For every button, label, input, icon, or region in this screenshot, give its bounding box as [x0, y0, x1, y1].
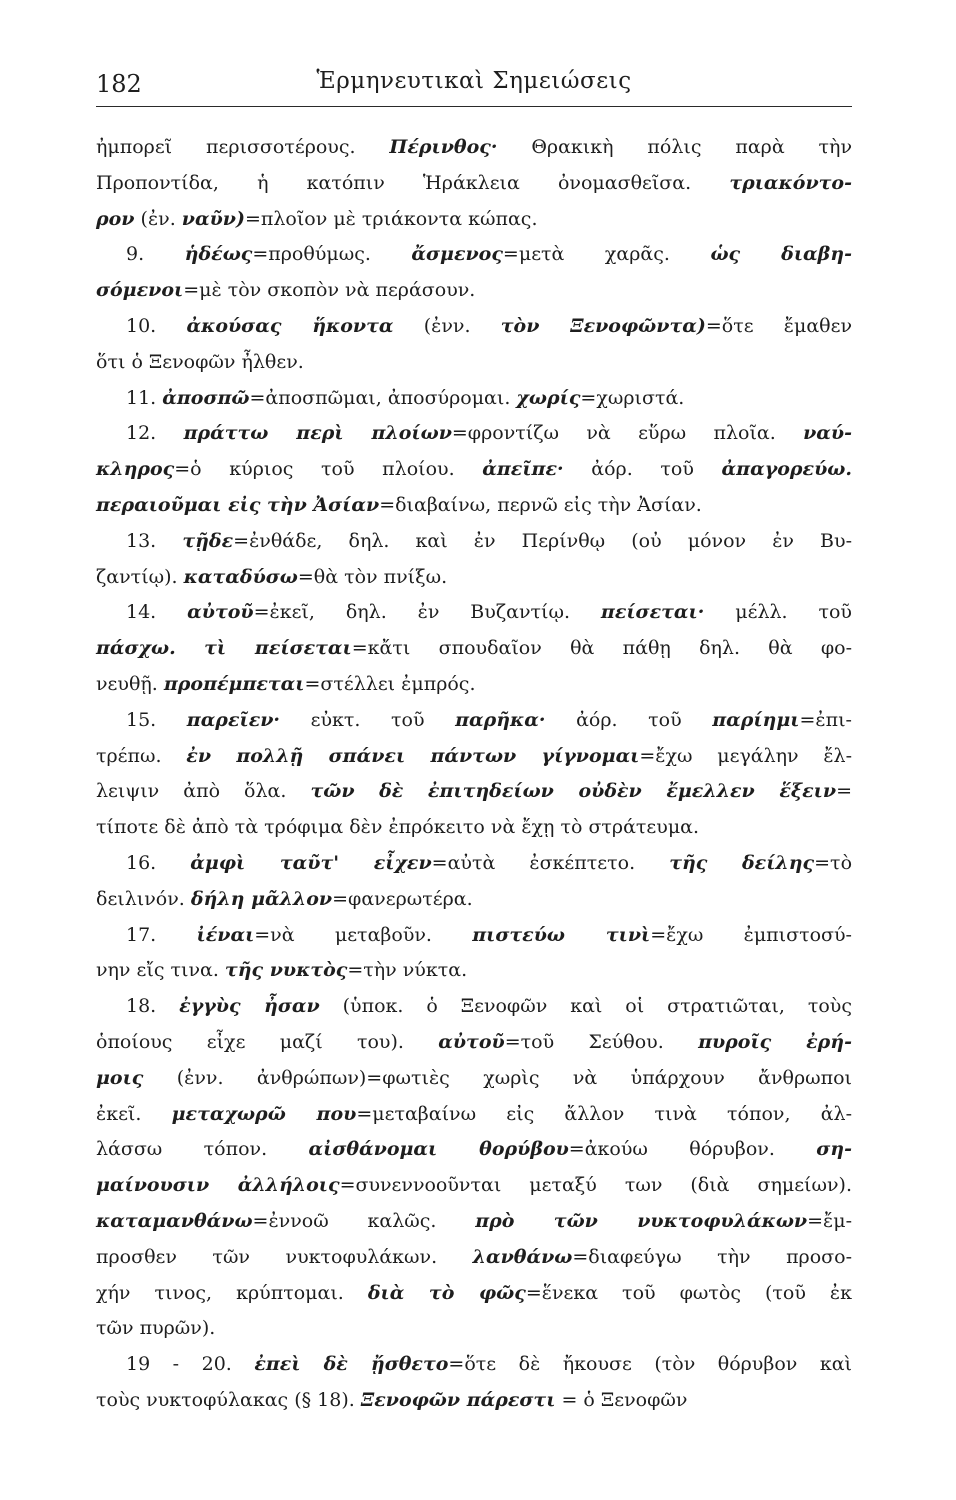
gloss-text: =ὅτε δὲ ἤκουσε (τὸν θόρυβον καὶ — [448, 1353, 852, 1376]
gloss-text: =ὁ κύριος τοῦ πλοίου. — [174, 458, 483, 481]
headword: μοις — [96, 1066, 144, 1089]
gloss-text: 14. — [126, 601, 188, 624]
text-line — [96, 237, 852, 273]
gloss-text: =τοῦ Σεύθου. — [504, 1030, 699, 1053]
text-line — [96, 130, 852, 166]
headword: μαίνουσιν ἀλλήλοις — [96, 1174, 340, 1197]
gloss-text: χήν τινος, κρύπτομαι. — [96, 1281, 368, 1304]
text-line — [96, 1383, 852, 1419]
headword: ναῦν) — [181, 207, 245, 230]
gloss-text: =ἔμ- — [807, 1209, 852, 1232]
gloss-text: =πλοῖον μὲ τριάκοντα κώπας. — [244, 207, 538, 230]
headword: τριακόντο- — [729, 171, 852, 194]
gloss-text: τοὺς νυκτοφύλακας (§ 18). — [96, 1388, 361, 1411]
gloss-text: 12. — [126, 422, 184, 445]
headword: πρὸ τῶν νυκτοφυλάκων — [475, 1209, 808, 1232]
gloss-text: =ὅτε ἔμαθεν — [705, 314, 853, 337]
headword: ἀπαγορεύω. — [721, 458, 852, 481]
headword: παρῆκα· — [455, 708, 546, 731]
headword: αἰσθάνομαι θορύβου — [308, 1138, 569, 1161]
gloss-text: 18. — [126, 995, 180, 1018]
gloss-text: ὅτι ὁ Ξενοφῶν ἦλθεν. — [96, 350, 304, 373]
gloss-text: =διαφεύγω τὴν προσο- — [572, 1245, 852, 1268]
text-line — [96, 560, 852, 596]
headword: ἀκούσας ἥκοντα — [186, 314, 394, 337]
gloss-text: 11. — [126, 386, 163, 409]
text-line — [96, 882, 852, 918]
gloss-text: =μεταβαίνω εἰς ἄλλον τινὰ τόπον, ἀλ- — [356, 1102, 852, 1125]
headword: πυροῖς ἐρή- — [698, 1030, 853, 1053]
commentary-text — [96, 130, 852, 1419]
gloss-text: μέλλ. τοῦ — [704, 601, 852, 624]
running-header — [96, 62, 852, 107]
text-line — [96, 918, 852, 954]
gloss-text: (ἐν. — [134, 207, 182, 230]
text-line — [96, 1347, 852, 1383]
headword: ἐγγὺς ἦσαν — [179, 995, 320, 1018]
text-line — [96, 202, 852, 238]
text-line — [96, 1097, 852, 1133]
text-line — [96, 381, 852, 417]
headword: ἀμφὶ ταῦτ' εἶχεν — [190, 851, 432, 874]
text-line — [96, 1276, 852, 1312]
headword: τῶν δὲ ἐπιτηδείων οὐδὲν ἔμελλεν ἕξειν — [310, 780, 837, 803]
headword: ἄσμενος — [411, 243, 503, 266]
text-line — [96, 273, 852, 309]
headword: ἐν πολλῇ σπάνει πάντων γίγνομαι — [186, 744, 640, 767]
gloss-text: 13. — [126, 529, 183, 552]
gloss-text: =θὰ τὸν πνίξω. — [297, 565, 448, 588]
gloss-text: =αὐτὰ ἐσκέπτετο. — [431, 851, 670, 874]
headword: περαιοῦμαι εἰς τὴν Ἀσίαν — [96, 493, 380, 516]
gloss-text: ἐκεῖ. — [96, 1102, 172, 1125]
text-line — [96, 953, 852, 989]
gloss-text: 16. — [126, 851, 191, 874]
headword: τὸν Ξενοφῶντα) — [500, 314, 706, 337]
gloss-text: 9. — [126, 243, 185, 266]
gloss-text: (ὑποκ. ὁ Ξενοφῶν καὶ οἱ στρατιῶται, τοὺς — [319, 995, 852, 1018]
headword: πάσχω. — [96, 637, 176, 660]
gloss-text: =συνεννοοῦνται μεταξύ των (διὰ σημείων). — [339, 1174, 852, 1197]
text-line — [96, 416, 852, 452]
headword: πείσεται· — [600, 601, 705, 624]
gloss-text: =μετὰ χαρᾶς. — [502, 243, 711, 266]
text-line — [96, 1311, 852, 1347]
text-line — [96, 1132, 852, 1168]
text-line — [96, 631, 852, 667]
headword: τὶ πείσεται — [204, 637, 352, 660]
headword: Πέρινθος· — [389, 136, 498, 158]
gloss-text: =ἐνθάδε, δηλ. καὶ ἐν Περίνθῳ (οὐ μόνον ἐν Βυ- — [233, 529, 852, 552]
text-line — [96, 1168, 852, 1204]
text-line — [96, 703, 852, 739]
gloss-text: τρέπω. — [96, 744, 187, 767]
headword: ἐπεὶ δὲ ᾔσθετο — [254, 1353, 449, 1376]
gloss-text: λειψιν ἀπὸ ὅλα. — [96, 780, 311, 803]
gloss-text: εὐκτ. τοῦ — [280, 708, 456, 731]
text-line — [96, 1061, 852, 1097]
text-line — [96, 846, 852, 882]
headword: μεταχωρῶ που — [171, 1102, 357, 1125]
gloss-text: 15. — [126, 708, 187, 731]
gloss-text: =ἐπι- — [799, 708, 852, 731]
gloss-text: =προθύμως. — [252, 243, 412, 266]
gloss-text — [176, 637, 204, 659]
headword: ἀπεῖπε· — [482, 458, 564, 481]
text-line — [96, 1240, 852, 1276]
gloss-text: =μὲ τὸν σκοπὸν νὰ περάσουν. — [183, 279, 476, 302]
headword: διὰ τὸ φῶς — [367, 1281, 526, 1304]
gloss-text: =ἔχω ἐμπιστοσύ- — [650, 923, 852, 946]
headword: αὐτοῦ — [187, 601, 254, 624]
gloss-text: =νὰ μεταβοῦν. — [254, 923, 473, 946]
gloss-text: ἀόρ. τοῦ — [545, 708, 713, 731]
gloss-text: ἠμπορεῖ περισσοτέρους. — [96, 136, 390, 158]
gloss-text: =κἄτι σπουδαῖον θὰ πάθῃ δηλ. θὰ φο- — [351, 637, 853, 660]
text-line — [96, 667, 852, 703]
headword: παρίημι — [712, 708, 800, 731]
gloss-text: =ἐννοῶ καλῶς. — [252, 1209, 476, 1232]
headword: τῇδε — [182, 529, 234, 552]
gloss-text: =ἔχω μεγάλην ἔλ- — [639, 744, 852, 767]
gloss-text: =φροντίζω νὰ εὕρω πλοῖα. — [451, 422, 804, 445]
gloss-text: =ἐκεῖ, δηλ. ἐν Βυζαντίῳ. — [253, 601, 601, 624]
gloss-text: =στέλλει ἐμπρός. — [304, 672, 476, 695]
headword: καταδύσω — [183, 565, 298, 588]
gloss-text: 19 - 20. — [126, 1353, 255, 1376]
text-line — [96, 1025, 852, 1061]
headword: χωρίς — [516, 386, 581, 409]
text-line — [96, 989, 852, 1025]
headword: αὐτοῦ — [438, 1030, 505, 1053]
text-line — [96, 739, 852, 775]
gloss-text: 17. — [126, 923, 197, 946]
gloss-text: τίποτε δὲ ἀπὸ τὰ τρόφιμα δὲν ἐπρόκειτο νὰ ἔχῃ τὸ στράτευμα. — [96, 816, 700, 839]
headword: ὡς διαβη- — [710, 243, 852, 266]
gloss-text: νευθῇ. — [96, 672, 164, 695]
gloss-text: =διαβαίνω, περνῶ εἰς τὴν Ἀσίαν. — [379, 493, 702, 516]
gloss-text: (ἐνν. — [393, 314, 501, 337]
text-line — [96, 810, 852, 846]
running-title: Ἑρμηνευτικαὶ Σημειώσεις — [316, 68, 632, 94]
headword: κληρος — [96, 458, 175, 481]
gloss-text: Θρακικὴ πόλις παρὰ τὴν — [497, 136, 852, 158]
text-line — [96, 774, 852, 810]
headword: Ξενοφῶν πάρεστι — [360, 1388, 556, 1411]
gloss-text: =τὸ — [814, 851, 853, 874]
gloss-text: Προποντίδα, ἡ κατόπιν Ἡράκλεια ὀνομασθεῖσα. — [96, 171, 730, 194]
gloss-text: ἀόρ. τοῦ — [563, 458, 722, 481]
text-line — [96, 452, 852, 488]
gloss-text: ὁποίους εἶχε μαζί του). — [96, 1030, 439, 1053]
text-line — [96, 166, 852, 202]
gloss-text: =τὴν νύκτα. — [347, 959, 468, 982]
gloss-text: =ἀκούω θόρυβον. — [568, 1138, 817, 1161]
gloss-text: =ἀποσπῶμαι, ἀποσύρομαι. — [249, 386, 517, 409]
headword: ση- — [816, 1138, 852, 1161]
headword: πιστεύω τινὶ — [472, 923, 651, 946]
headword: πράττω περὶ πλοίων — [183, 422, 452, 445]
gloss-text: = — [836, 780, 852, 803]
gloss-text: =φανερωτέρα. — [332, 887, 473, 910]
headword: προπέμπεται — [163, 672, 305, 695]
text-line — [96, 488, 852, 524]
headword: καταμανθάνω — [96, 1209, 253, 1232]
headword: ναύ- — [803, 422, 852, 445]
text-line — [96, 595, 852, 631]
headword: σόμενοι — [96, 279, 184, 302]
gloss-text: τῶν πυρῶν). — [96, 1317, 216, 1340]
gloss-text: νην εἴς τινα. — [96, 959, 225, 982]
text-line — [96, 345, 852, 381]
gloss-text: =ἕνεκα τοῦ φωτὸς (τοῦ ἐκ — [525, 1281, 852, 1304]
headword: δήλη μᾶλλον — [190, 887, 333, 910]
page-number: 182 — [96, 70, 142, 98]
headword: ἀποσπῶ — [162, 386, 250, 409]
headword: παρεῖεν· — [186, 708, 281, 731]
gloss-text: =χωριστά. — [580, 386, 685, 409]
headword: λανθάνω — [472, 1245, 573, 1268]
text-line — [96, 309, 852, 345]
gloss-text: 10. — [126, 314, 187, 337]
gloss-text: = ὁ Ξενοφῶν — [555, 1388, 688, 1411]
headword: ἰέναι — [196, 923, 255, 946]
headword: ἡδέως — [184, 243, 253, 266]
gloss-text: δειλινόν. — [96, 887, 191, 910]
gloss-text: ζαντίῳ). — [96, 565, 184, 588]
gloss-text: λάσσω τόπον. — [96, 1138, 309, 1161]
headword: ρον — [96, 207, 135, 230]
text-line — [96, 524, 852, 560]
text-line — [96, 1204, 852, 1240]
headword: τῆς νυκτὸς — [224, 959, 348, 982]
headword: τῆς δείλης — [669, 851, 815, 874]
gloss-text: προσθεν τῶν νυκτοφυλάκων. — [96, 1245, 473, 1268]
gloss-text: (ἐνν. ἀνθρώπων)=φωτιὲς χωρὶς νὰ ὑπάρχουν ἄνθρωποι — [143, 1066, 852, 1089]
